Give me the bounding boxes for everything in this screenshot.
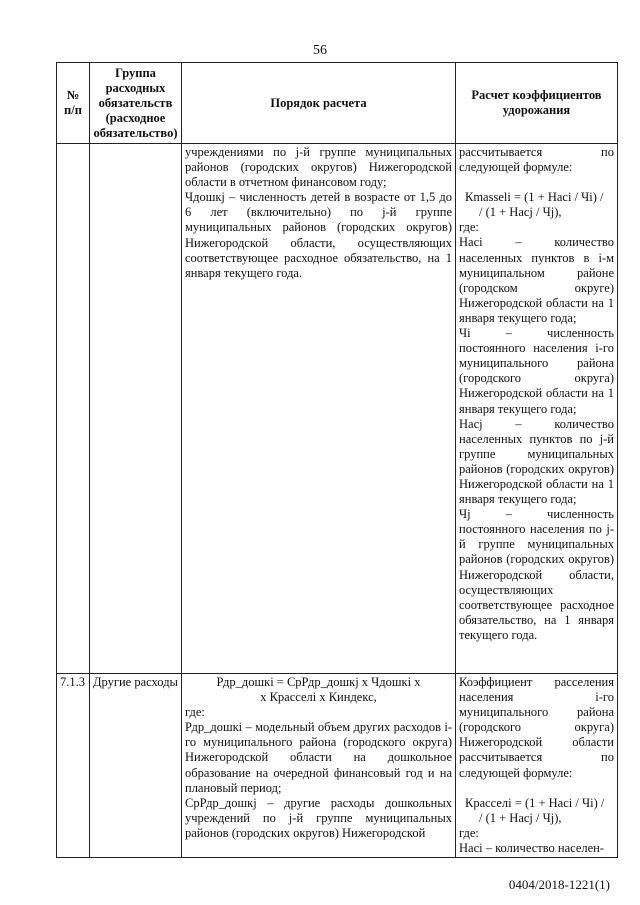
text-paragraph: Насі – количество населенных пунктов в і-м муниципальном районе (городском округе) Нижегородской области на 1 января текущего года; <box>459 235 614 325</box>
row2-number: 7.1.3 <box>57 674 90 858</box>
formula-line: х Красселі х Киндекс, <box>260 690 377 705</box>
text-paragraph: рассчитывается по следующей формуле: <box>459 145 614 175</box>
document-code: 0404/2018-1221(1) <box>508 877 610 892</box>
text-paragraph: Насj – количество населенных пунктов по j-й группе муниципальных районов (городских округов) Нижегородской области на 1 января текущего года; <box>459 416 614 507</box>
text-paragraph: Рдр_дошкі – модельный объем других расходов і-го муниципального района (городского округа) Нижегородской области на дошкольное образование на очередной финансовый год и на плановый период; <box>185 720 452 795</box>
formula-line: Красселі = (1 + Насі / Чі) / <box>465 795 605 810</box>
formula-line: / (1 + Насj / Чj), <box>479 810 562 825</box>
text-paragraph: Чі – численность постоянного населения і-го муниципального района (городского округа) Нижегородской области на 1 января текущего года; <box>459 326 614 416</box>
text-paragraph: учреждениями по j-й группе муниципальных районов (городских округов) Нижегородской области в отчетном финансовом году; <box>185 145 452 190</box>
row2-procedure <box>182 674 456 858</box>
header-coefficients: Расчет коэффициентов удорожания <box>456 63 618 144</box>
row1-procedure <box>182 144 456 674</box>
text-paragraph: где: <box>459 220 479 235</box>
text-paragraph: где: <box>185 705 205 720</box>
calculation-table <box>56 62 617 858</box>
text-paragraph: где: <box>459 825 479 840</box>
page-number: 56 <box>313 43 327 58</box>
row1-coefficients <box>456 144 618 674</box>
text-paragraph: Коэффициент расселения населения і-го муниципального района (городского округа) Нижегородской области рассчитывается по следующей формуле: <box>459 675 614 780</box>
text-paragraph: Чдошкj – численность детей в возрасте от 1,5 до 6 лет (включительно) по j-й группе муниципальных районов (городских округов) Нижегородской области, осуществляющих соответствующее расходное обязательство, на 1 января текущего года. <box>185 190 452 280</box>
header-procedure: Порядок расчета <box>182 63 456 144</box>
text-paragraph: СрРдр_дошкj – другие расходы дошкольных учреждений по j-й группе муниципальных районов (городских округов) Нижегородской <box>185 795 452 840</box>
table-row <box>57 144 618 674</box>
text-paragraph: Чj – численность постоянного населения по j-й группе муниципальных районов (городских округов) Нижегородской области, осуществляющих соответствующее расходное обязательство, на 1 января текущего года. <box>459 507 614 642</box>
row2-group: Другие расходы <box>90 674 182 858</box>
text-paragraph: Насі – количество населен- <box>459 840 605 855</box>
row2-coefficients <box>456 674 618 858</box>
table-header-row <box>57 63 618 144</box>
row1-group <box>90 144 182 674</box>
formula-line: Кmasselі = (1 + Hacі / Чі) / <box>465 190 604 205</box>
header-number: № п/п <box>57 63 90 144</box>
formula-line: / (1 + Hacj / Чj), <box>479 205 562 220</box>
header-group: Группа расходных обязательств (расходное обязательство) <box>90 63 182 144</box>
table-row <box>57 674 618 858</box>
row1-number <box>57 144 90 674</box>
formula-line: Рдр_дошкі = СрРдр_дошкj х Чдошкі х <box>216 675 421 689</box>
